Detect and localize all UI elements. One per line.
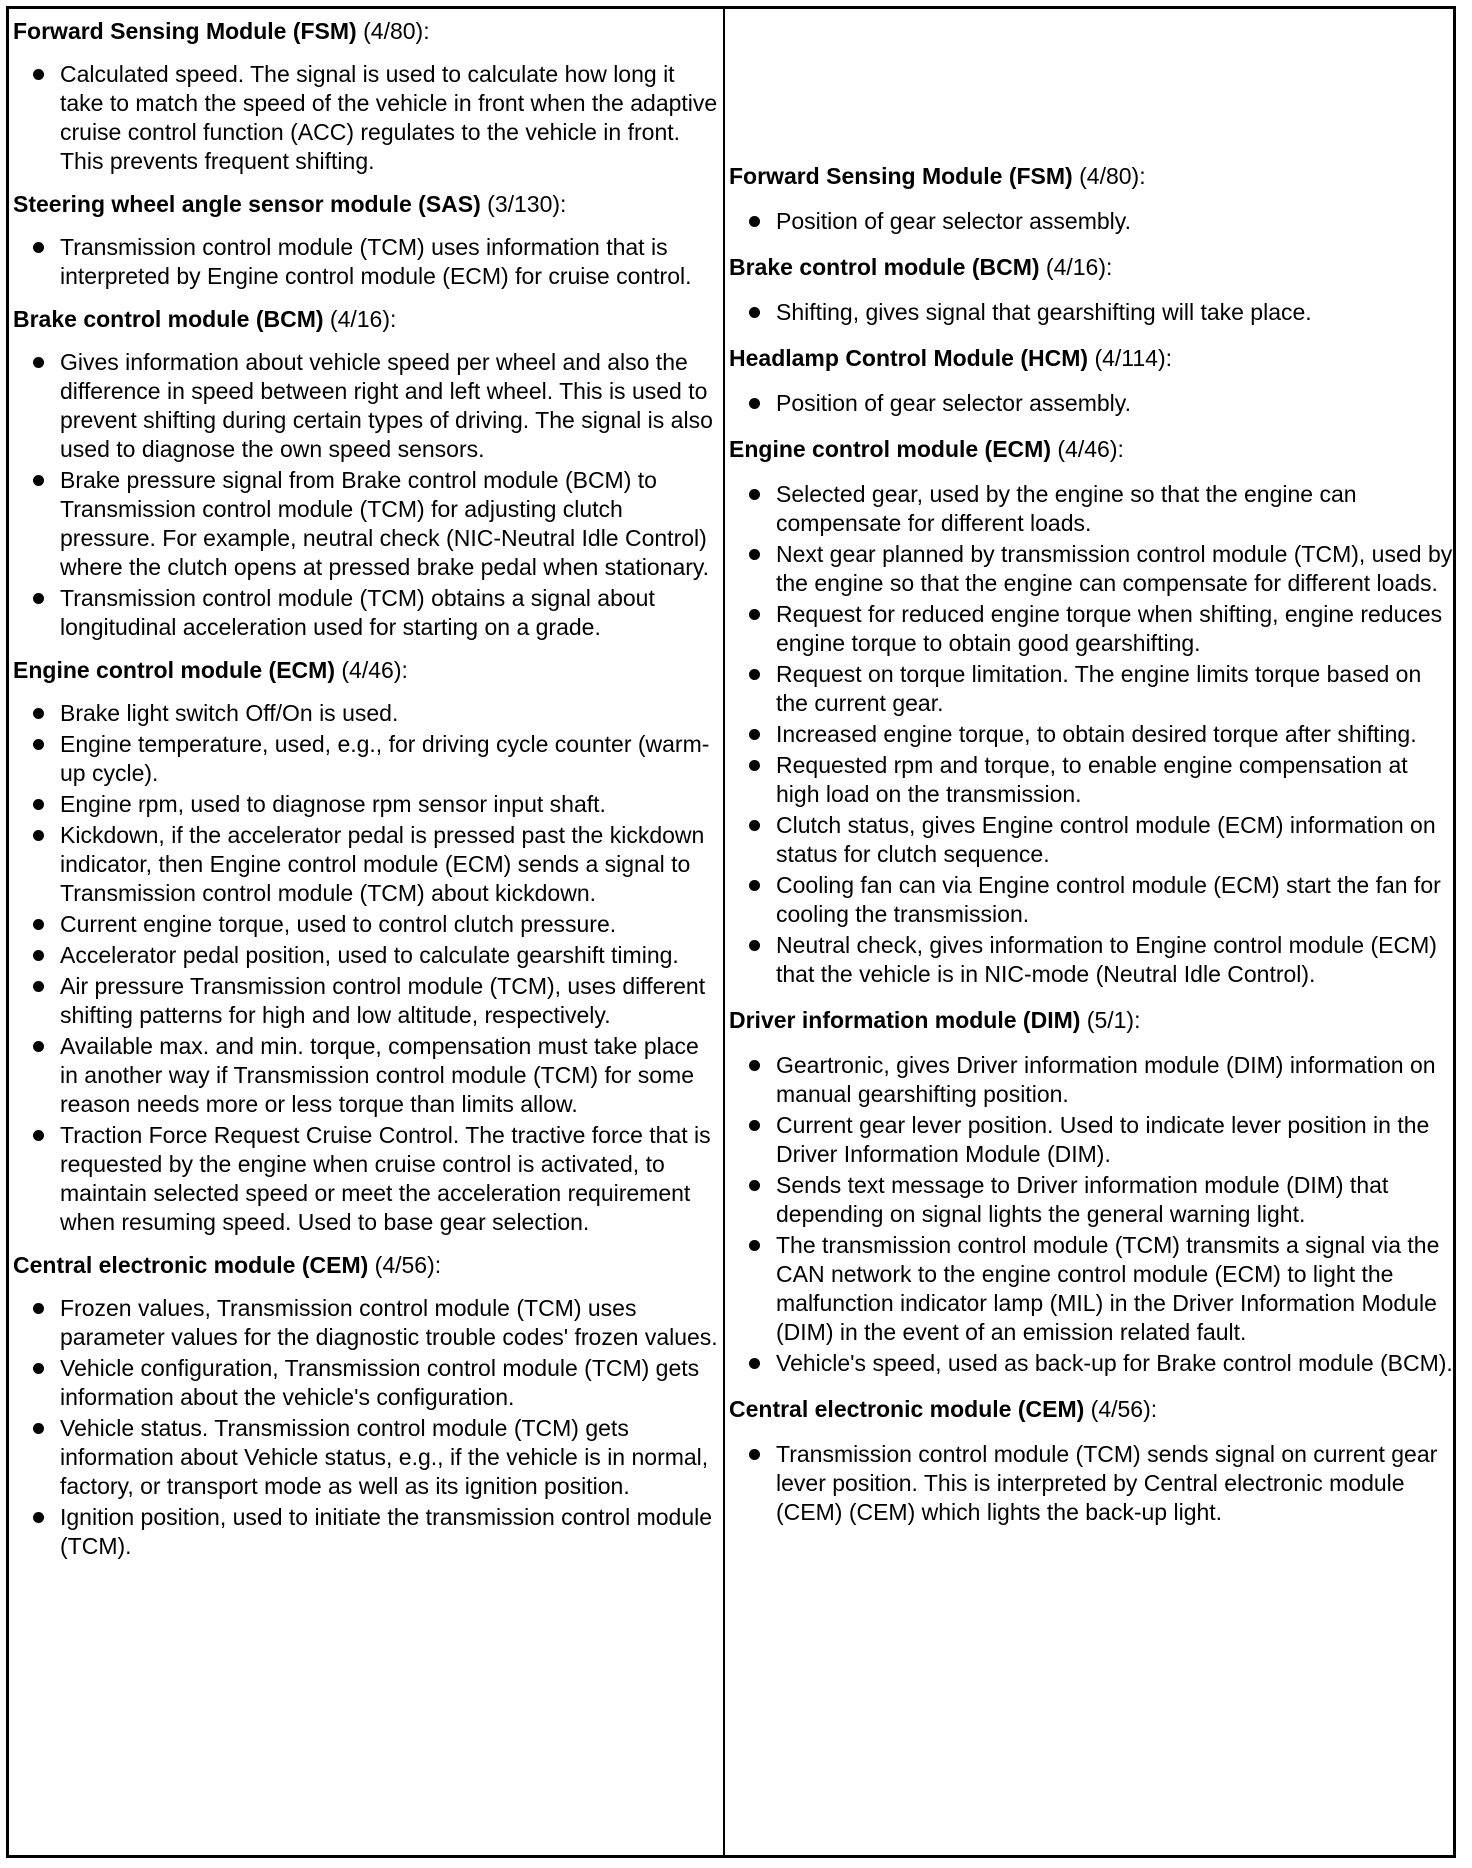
section-heading bbox=[13, 1251, 723, 1280]
left-column bbox=[9, 9, 725, 1855]
module-name: Brake control module (BCM) bbox=[729, 254, 1040, 280]
section-bcm-left bbox=[13, 305, 723, 642]
bullet-list bbox=[13, 699, 723, 1237]
list-item: Engine rpm, used to diagnose rpm sensor input shaft. bbox=[13, 790, 723, 819]
list-item: Traction Force Request Cruise Control. The tractive force that is requested by the engine when cruise control is activated, to maintain selected speed or meet the acceleration requirement when resuming speed. Used to base gear selection. bbox=[13, 1121, 723, 1237]
bullet-list bbox=[729, 1051, 1453, 1378]
section-fsm-right bbox=[729, 162, 1453, 236]
section-hcm-right bbox=[729, 344, 1453, 418]
list-item: Vehicle status. Transmission control module (TCM) gets information about Vehicle status, e.g., if the vehicle is in normal, factory, or transport mode as well as its ignition position. bbox=[13, 1414, 723, 1501]
list-item: Request for reduced engine torque when shifting, engine reduces engine torque to obtain good gearshifting. bbox=[729, 600, 1453, 658]
list-item: Transmission control module (TCM) uses information that is interpreted by Engine control module (ECM) for cruise control. bbox=[13, 233, 723, 291]
section-heading bbox=[729, 162, 1453, 191]
list-item: Calculated speed. The signal is used to calculate how long it take to match the speed of the vehicle in front when the adaptive cruise control function (ACC) regulates to the vehicle in front. This prevents frequent shifting. bbox=[13, 60, 723, 176]
list-item: Selected gear, used by the engine so that the engine can compensate for different loads. bbox=[729, 480, 1453, 538]
bullet-list bbox=[13, 348, 723, 642]
list-item: Ignition position, used to initiate the transmission control module (TCM). bbox=[13, 1503, 723, 1561]
list-item: Position of gear selector assembly. bbox=[729, 207, 1453, 236]
list-item: Air pressure Transmission control module (TCM), uses different shifting patterns for high and low altitude, respectively. bbox=[13, 972, 723, 1030]
list-item: Brake light switch Off/On is used. bbox=[13, 699, 723, 728]
section-bcm-right bbox=[729, 253, 1453, 327]
module-name: Engine control module (ECM) bbox=[13, 657, 335, 683]
bullet-list bbox=[729, 207, 1453, 236]
list-item: Current engine torque, used to control clutch pressure. bbox=[13, 910, 723, 939]
section-heading bbox=[13, 17, 723, 46]
module-name: Engine control module (ECM) bbox=[729, 436, 1051, 462]
module-name: Steering wheel angle sensor module (SAS) bbox=[13, 191, 481, 217]
module-ref: (4/56): bbox=[1090, 1396, 1158, 1422]
module-name: Driver information module (DIM) bbox=[729, 1007, 1081, 1033]
section-sas-left bbox=[13, 190, 723, 291]
list-item: Engine temperature, used, e.g., for driving cycle counter (warm-up cycle). bbox=[13, 730, 723, 788]
list-item: Geartronic, gives Driver information module (DIM) information on manual gearshifting position. bbox=[729, 1051, 1453, 1109]
section-ecm-left bbox=[13, 656, 723, 1237]
section-heading bbox=[13, 656, 723, 685]
list-item: Shifting, gives signal that gearshifting will take place. bbox=[729, 298, 1453, 327]
bullet-list bbox=[729, 298, 1453, 327]
bullet-list bbox=[13, 1294, 723, 1561]
list-item: Request on torque limitation. The engine limits torque based on the current gear. bbox=[729, 660, 1453, 718]
list-item: Vehicle's speed, used as back-up for Brake control module (BCM). bbox=[729, 1349, 1453, 1378]
module-signal-table bbox=[6, 6, 1456, 1858]
list-item: Kickdown, if the accelerator pedal is pressed past the kickdown indicator, then Engine control module (ECM) sends a signal to Transmission control module (TCM) about kickdown. bbox=[13, 821, 723, 908]
list-item: Next gear planned by transmission control module (TCM), used by the engine so that the engine can compensate for different loads. bbox=[729, 540, 1453, 598]
module-ref: (5/1): bbox=[1086, 1007, 1141, 1033]
module-name: Forward Sensing Module (FSM) bbox=[13, 18, 357, 44]
list-item: Position of gear selector assembly. bbox=[729, 389, 1453, 418]
list-item: Frozen values, Transmission control module (TCM) uses parameter values for the diagnostic trouble codes' frozen values. bbox=[13, 1294, 723, 1352]
section-dim-right bbox=[729, 1006, 1453, 1378]
section-cem-left bbox=[13, 1251, 723, 1561]
module-name: Central electronic module (CEM) bbox=[13, 1252, 369, 1278]
section-fsm-left bbox=[13, 17, 723, 176]
module-ref: (4/16): bbox=[1045, 254, 1113, 280]
bullet-list bbox=[729, 389, 1453, 418]
list-item: Clutch status, gives Engine control module (ECM) information on status for clutch sequence. bbox=[729, 811, 1453, 869]
section-heading bbox=[13, 305, 723, 334]
bullet-list bbox=[729, 480, 1453, 989]
module-ref: (4/56): bbox=[374, 1252, 442, 1278]
list-item: Vehicle configuration, Transmission control module (TCM) gets information about the vehicle's configuration. bbox=[13, 1354, 723, 1412]
module-name: Headlamp Control Module (HCM) bbox=[729, 345, 1089, 371]
section-heading bbox=[729, 344, 1453, 373]
list-item: Accelerator pedal position, used to calculate gearshift timing. bbox=[13, 941, 723, 970]
module-name: Forward Sensing Module (FSM) bbox=[729, 163, 1073, 189]
list-item: Brake pressure signal from Brake control module (BCM) to Transmission control module (TCM) for adjusting clutch pressure. For example, neutral check (NIC-Neutral Idle Control) where the clutch opens at pressed brake pedal when stationary. bbox=[13, 466, 723, 582]
list-item: Current gear lever position. Used to indicate lever position in the Driver Information Module (DIM). bbox=[729, 1111, 1453, 1169]
list-item: Sends text message to Driver information module (DIM) that depending on signal lights the general warning light. bbox=[729, 1171, 1453, 1229]
module-ref: (4/114): bbox=[1094, 345, 1172, 371]
module-ref: (3/130): bbox=[487, 191, 567, 217]
module-ref: (4/80): bbox=[1079, 163, 1146, 189]
module-name: Central electronic module (CEM) bbox=[729, 1396, 1085, 1422]
bullet-list bbox=[13, 60, 723, 176]
list-item: Neutral check, gives information to Engine control module (ECM) that the vehicle is in NIC-mode (Neutral Idle Control). bbox=[729, 931, 1453, 989]
module-ref: (4/80): bbox=[363, 18, 430, 44]
bullet-list bbox=[13, 233, 723, 291]
module-name: Brake control module (BCM) bbox=[13, 306, 324, 332]
section-heading bbox=[729, 1395, 1453, 1424]
module-ref: (4/16): bbox=[329, 306, 397, 332]
section-heading bbox=[13, 190, 723, 219]
section-ecm-right bbox=[729, 435, 1453, 989]
list-item: Transmission control module (TCM) sends signal on current gear lever position. This is interpreted by Central electronic module (CEM) (CEM) which lights the back-up light. bbox=[729, 1440, 1453, 1527]
section-heading bbox=[729, 435, 1453, 464]
list-item: Cooling fan can via Engine control module (ECM) start the fan for cooling the transmission. bbox=[729, 871, 1453, 929]
list-item: The transmission control module (TCM) transmits a signal via the CAN network to the engine control module (ECM) to light the malfunction indicator lamp (MIL) in the Driver Information Module (DIM) in the event of an emission related fault. bbox=[729, 1231, 1453, 1347]
bullet-list bbox=[729, 1440, 1453, 1527]
list-item: Transmission control module (TCM) obtains a signal about longitudinal acceleration used for starting on a grade. bbox=[13, 584, 723, 642]
list-item: Gives information about vehicle speed per wheel and also the difference in speed between right and left wheel. This is used to prevent shifting during certain types of driving. The signal is also used to diagnose the own speed sensors. bbox=[13, 348, 723, 464]
list-item: Increased engine torque, to obtain desired torque after shifting. bbox=[729, 720, 1453, 749]
list-item: Requested rpm and torque, to enable engine compensation at high load on the transmission. bbox=[729, 751, 1453, 809]
module-ref: (4/46): bbox=[1057, 436, 1124, 462]
list-item: Available max. and min. torque, compensation must take place in another way if Transmission control module (TCM) for some reason needs more or less torque than limits allow. bbox=[13, 1032, 723, 1119]
right-column bbox=[725, 9, 1453, 1855]
section-heading bbox=[729, 1006, 1453, 1035]
module-ref: (4/46): bbox=[341, 657, 408, 683]
section-cem-right bbox=[729, 1395, 1453, 1527]
section-heading bbox=[729, 253, 1453, 282]
